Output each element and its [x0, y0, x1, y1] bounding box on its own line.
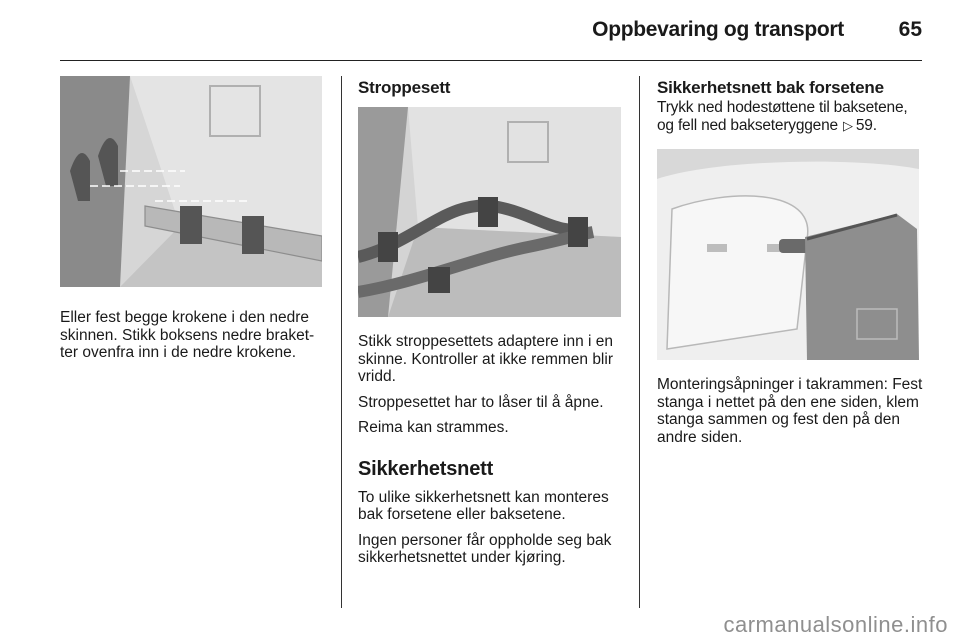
paragraph: Stikk stroppesettets adaptere inn i en skinne. Kontroller at ikke remmen blir vridd.	[358, 333, 614, 385]
safety-net-illustration	[657, 149, 919, 360]
intro-text: Trykk ned hodestøttene til baksetene, og fell ned bakseteryggene	[657, 99, 908, 134]
paragraph: Stroppesettet har to låser til å åpne.	[358, 393, 604, 411]
chapter-title: Oppbevaring og transport	[592, 18, 844, 41]
column-divider	[341, 76, 342, 608]
arrow-ref-icon: ▷	[843, 117, 853, 133]
paragraph	[657, 99, 927, 134]
column-middle	[358, 76, 628, 567]
section-heading: Stroppesett	[358, 78, 451, 97]
column-left	[60, 76, 324, 362]
page-header	[60, 14, 922, 61]
paragraph: Reima kan strammes.	[358, 419, 509, 436]
page-reference[interactable]: 59.	[855, 116, 877, 134]
page-number: 65	[898, 18, 922, 41]
section-heading: Sikkerhetsnett	[358, 457, 494, 480]
paragraph: To ulike sikkerhetsnett kan monteres bak forsetene eller baksetene.	[358, 488, 609, 523]
column-divider	[639, 76, 640, 608]
figure-caption: Eller fest begge krokene i den nedre skinnen. Stikk boksens nedre braketter ovenfra inn i de nedre krokene.	[60, 309, 315, 361]
watermark: carmanualsonline.info	[723, 612, 948, 637]
column-right	[657, 76, 927, 446]
paragraph: Monteringsåpninger i takrammen: Fest stanga i nettet på den ene siden, klem stanga sammen og fest den på den andre siden.	[657, 376, 923, 446]
hooks-rail-illustration	[60, 76, 322, 287]
strap-kit-illustration	[358, 107, 621, 317]
section-heading: Sikkerhetsnett bak forsetene	[657, 78, 884, 97]
paragraph: Ingen personer får oppholde seg bak sikkerhetsnettet under kjøring.	[358, 531, 612, 566]
